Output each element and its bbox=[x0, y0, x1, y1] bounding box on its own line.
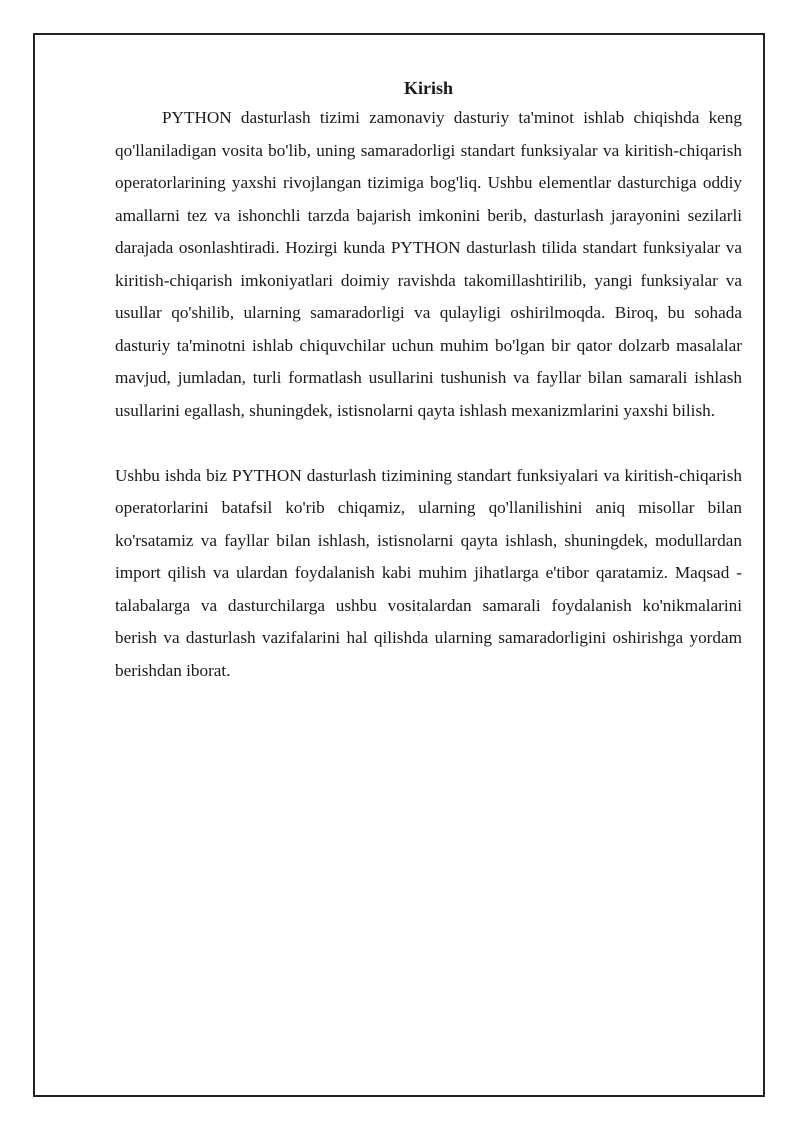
document-title: Kirish bbox=[403, 78, 453, 98]
paragraph-intro: PYTHON dasturlash tizimi zamonaviy dasturiy ta'minot ishlab chiqishda keng qo'llaniladigan vosita bo'lib, uning samaradorligi standart funksiyalar va kiritish-chiqarish operatorlarining yaxshi rivojlangan tizimiga bog'liq. Ushbu elementlar dasturchiga oddiy amallarni tez va ishonchli tarzda bajarish imkonini berib, dasturlash jarayonini sezilarli darajada osonlashtiradi. Hozirgi kunda PYTHON dasturlash tilida standart funksiyalar va kiritish-chiqarish imkoniyatlari doimiy ravishda takomillashtirilib, yangi funksiyalar va usullar qo'shilib, ularning samaradorligi va qulayligi oshirilmoqda. Biroq, bu sohada dasturiy ta'minotni ishlab chiquvchilar uchun muhim bo'lgan bir qator dolzarb masalalar mavjud, jumladan, turli formatlash usullarini tushunish va fayllar bilan samarali ishlash usullarini egallash, shuningdek, istisnolarni qayta ishlash mexanizmlarini yaxshi bilish. bbox=[115, 108, 742, 420]
document-body bbox=[115, 74, 742, 687]
paragraph-goal: Ushbu ishda biz PYTHON dasturlash tizimining standart funksiyalari va kiritish-chiqarish operatorlarini batafsil ko'rib chiqamiz, ularning qo'llanilishini aniq misollar bilan ko'rsatamiz va fayllar bilan ishlash, istisnolarni qayta ishlash, shuningdek, modullardan import qilish va ulardan foydalanish kabi muhim jihatlarga e'tibor qaratamiz. Maqsad - talabalarga va dasturchilarga ushbu vositalardan samarali foydalanish ko'nikmalarini berish va dasturlash vazifalarini hal qilishda ularning samaradorligini oshirishga yordam berishdan iborat. bbox=[115, 465, 742, 680]
paragraph-gap bbox=[115, 427, 742, 460]
